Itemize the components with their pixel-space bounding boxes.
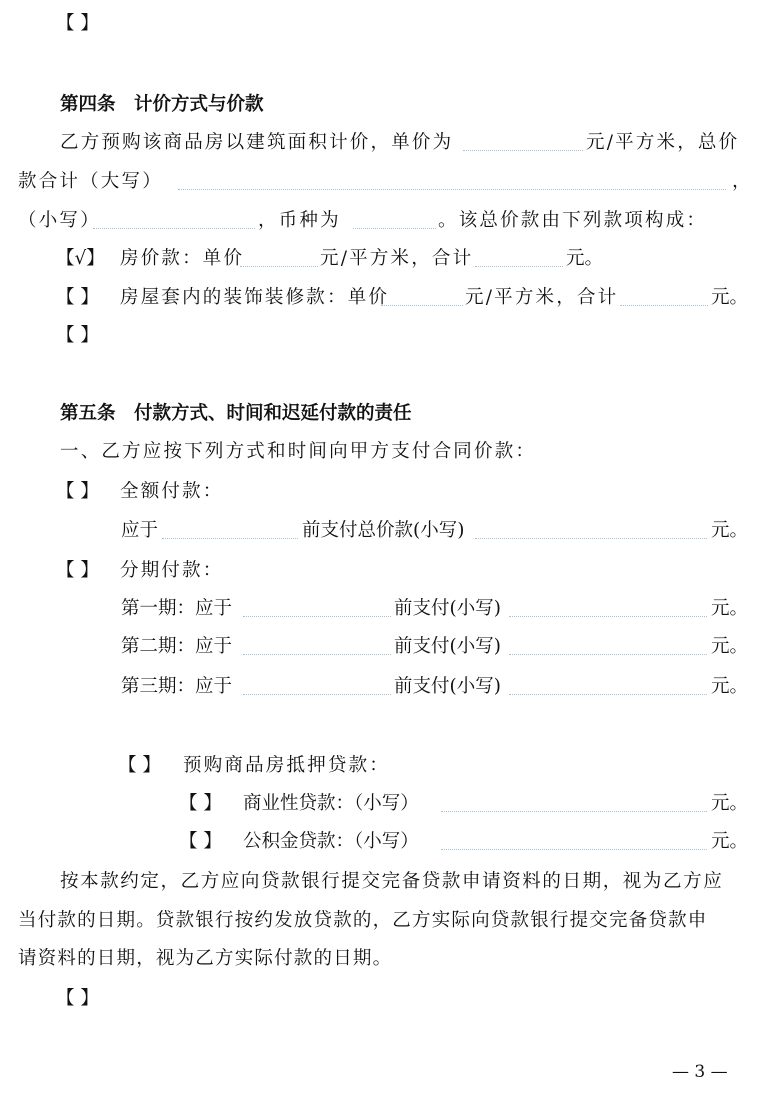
mortgage-loan-label: 预购商品房抵押贷款： — [183, 755, 391, 776]
checkbox-checked[interactable]: 【√】 — [56, 248, 105, 269]
installment-1-label: 第一期：应于 — [121, 598, 233, 619]
payment-date-paragraph-line-3: 请资料的日期，视为乙方实际付款的日期。 — [18, 948, 393, 969]
installment-label: 分期付款： — [120, 560, 224, 581]
full-payment-text: 应于 — [121, 520, 159, 541]
currency-label: ，币种为 — [258, 210, 341, 231]
art4-line1-unit: 元/平方米，总价 — [586, 132, 740, 153]
installment-3-yuan: 元。 — [711, 676, 749, 697]
decoration-unit-price-blank[interactable] — [381, 305, 463, 306]
full-payment-mid: 前支付总价款(小写) — [302, 520, 465, 541]
article-4-title: 第四条 计价方式与价款 — [60, 94, 264, 115]
installment-2-label: 第二期：应于 — [121, 636, 233, 657]
art4-line2-text: 款合计（大写） — [18, 171, 163, 192]
art4-line1-text: 乙方预购该商品房以建筑面积计价，单价为 — [60, 132, 454, 153]
checkbox-bracket[interactable]: 【 】 — [56, 481, 99, 502]
checkbox-bracket[interactable]: 【 】 — [179, 831, 222, 852]
checkbox-bracket[interactable]: 【 】 — [56, 988, 99, 1009]
house-price-yuan: 元。 — [566, 248, 604, 269]
total-lowercase-blank[interactable] — [93, 228, 255, 229]
checkbox-bracket[interactable]: 【 】 — [56, 287, 99, 308]
checkbox-bracket[interactable]: 【 】 — [118, 755, 161, 776]
total-uppercase-blank[interactable] — [178, 189, 726, 190]
art4-line3-tail: 。该总价款由下列款项构成： — [438, 210, 708, 231]
checkbox-bracket[interactable]: 【 】 — [56, 325, 99, 346]
installment-1-yuan: 元。 — [711, 598, 749, 619]
installment-2-amount-blank[interactable] — [509, 654, 707, 655]
house-total-blank[interactable] — [475, 266, 563, 267]
article-5-title: 第五条 付款方式、时间和迟延付款的责任 — [60, 403, 412, 424]
commercial-loan-label: 商业性贷款：（小写） — [243, 793, 419, 814]
art4-line2-comma: ， — [732, 171, 751, 192]
installment-3-amount-blank[interactable] — [509, 694, 707, 695]
unit-price-blank[interactable] — [463, 150, 583, 151]
payment-date-paragraph-line-1: 按本款约定，乙方应向贷款银行提交完备贷款申请资料的日期，视为乙方应 — [60, 871, 724, 892]
installment-3-date-blank[interactable] — [243, 694, 391, 695]
installment-3-label: 第三期：应于 — [121, 676, 233, 697]
checkbox-bracket[interactable]: 【 】 — [179, 793, 222, 814]
house-price-unit: 元/平方米，合计 — [320, 248, 474, 269]
house-price-label: 房价款：单价 — [120, 248, 245, 269]
full-payment-amount-blank[interactable] — [475, 538, 707, 539]
installment-1-mid: 前支付(小写) — [394, 598, 501, 619]
commercial-loan-amount-blank[interactable] — [441, 811, 707, 812]
installment-2-yuan: 元。 — [711, 636, 749, 657]
art4-line3-text: （小写） — [18, 210, 101, 231]
decoration-price-unit: 元/平方米，合计 — [465, 287, 619, 308]
installment-3-mid: 前支付(小写) — [394, 676, 501, 697]
decoration-price-yuan: 元。 — [711, 287, 749, 308]
commercial-loan-yuan: 元。 — [711, 793, 749, 814]
art5-intro: 一、乙方应按下列方式和时间向甲方支付合同价款： — [60, 441, 537, 462]
house-unit-price-blank[interactable] — [240, 266, 318, 267]
installment-1-date-blank[interactable] — [243, 616, 391, 617]
decoration-total-blank[interactable] — [620, 305, 708, 306]
checkbox-bracket[interactable]: 【 】 — [56, 560, 99, 581]
full-payment-yuan: 元。 — [711, 520, 749, 541]
full-payment-label: 全额付款： — [120, 481, 224, 502]
checkbox-bracket[interactable]: 【 】 — [56, 13, 99, 34]
currency-blank[interactable] — [353, 228, 436, 229]
payment-date-paragraph-line-2: 当付款的日期。贷款银行按约发放贷款的，乙方实际向贷款银行提交完备贷款申 — [18, 910, 708, 931]
decoration-price-label: 房屋套内的装饰装修款：单价 — [120, 287, 390, 308]
provident-fund-loan-amount-blank[interactable] — [441, 849, 707, 850]
provident-fund-loan-label: 公积金贷款：（小写） — [243, 831, 419, 852]
page-number: — 3 — — [672, 1062, 728, 1082]
installment-1-amount-blank[interactable] — [509, 616, 707, 617]
provident-fund-loan-yuan: 元。 — [711, 831, 749, 852]
full-payment-date-blank[interactable] — [162, 538, 298, 539]
installment-2-mid: 前支付(小写) — [394, 636, 501, 657]
installment-2-date-blank[interactable] — [243, 654, 391, 655]
